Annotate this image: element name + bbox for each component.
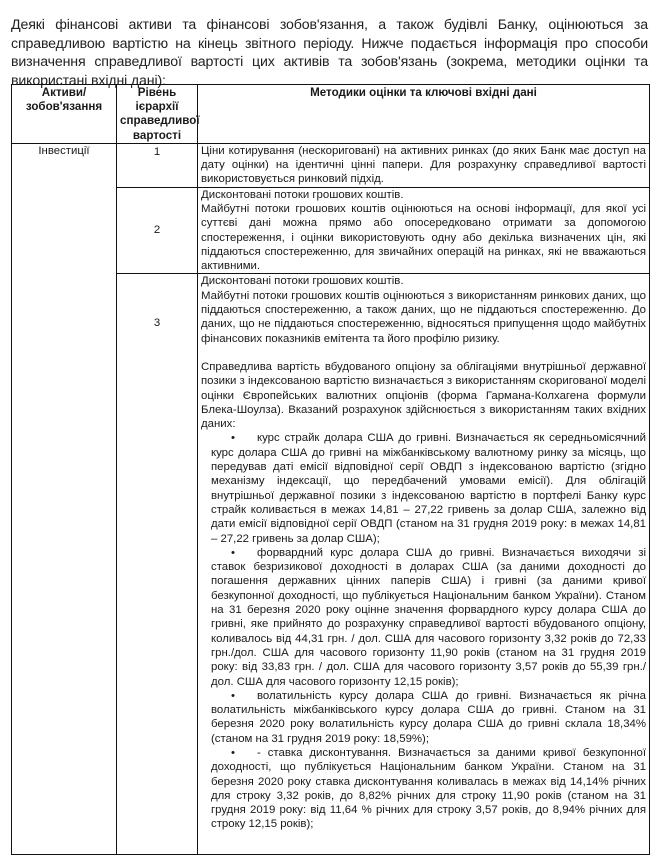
level-cell: 1 [117, 143, 198, 187]
table-row [12, 143, 650, 187]
method-paragraph: Дисконтовані потоки грошових коштів. [201, 188, 404, 201]
header-fair-value-level: Рівень ієрархії справедливої вартості [117, 85, 198, 144]
method-paragraph: Справедлива вартість вбудованого опціону за облігаціями внутрішньої державної позики з індексованою вартістю визначається з використанням скоригованої моделі оцінки Європейських валютних опціонів (форма Гармана-Колхагена формули Блека-Шоулза). Вказаний розрахунок здійснюється з використанням таких вхідних даних: [201, 360, 646, 431]
method-cell [198, 274, 650, 855]
fair-value-methods-table [11, 84, 650, 855]
level-cell: 2 [117, 187, 198, 274]
bullet-text: волатильність курсу долара США до гривні. Визначається як річна волатильність міжбанківського курсу долара США до гривні. Станом на 31 березня 2020 року волатильність курсу долара США до гривні склала 18,34% (станом на 31 грудня 2019 року: 18,59%); [211, 689, 646, 745]
bullet-text: курс страйк долара США до гривні. Визначається як середньомісячний курс долара США до гривні на міжбанківському валютному ринку за місяць, що передував даті емісії відповідної серії ОВДП з індексованою вартістю (згідно механізму індексації, що передбачений умовами емісії). Для облігацій внутрішньої державної позики з індексованою вартістю в портфелі Банку курс страйк коливається в межах 14,81 – 27,22 гривень за долар США, залежно від дати емісії відповідної серії ОВДП (станом на 31 грудня 2019 року: в межах 14,81 – 27,22 гривень за долар США); [211, 432, 646, 545]
bullet-icon: • [231, 689, 235, 702]
header-assets-liabilities: Активи/ зобов'язання [12, 85, 117, 144]
spacer [201, 346, 646, 360]
bullet-item-volatility [201, 689, 646, 746]
bullet-icon: • [231, 546, 235, 559]
table-header-row [12, 85, 650, 144]
bullet-icon: • [231, 432, 235, 445]
bullet-item-strike-rate [201, 431, 646, 545]
bullet-icon: • [231, 746, 235, 759]
method-paragraph: Майбутні потоки грошових коштів оцінюються на основі інформації, для якої усі суттєві дані можна прямо або опосередковано отримати за допомогою спостереження, і оцінки використовують одну або декілька визначених цін, які піддаються спостереженню, для звичайних операцій на ринках, які не вважаються активними. [201, 203, 646, 273]
level-cell: 3 [117, 274, 198, 855]
method-paragraph: Ціни котирування (нескориговані) на активних ринках (до яких Банк має доступ на дату оцінки) на ідентичні цінні папери. Для розрахунку справедливої вартості використовується ринковий підхід. [201, 144, 646, 186]
method-paragraph: Майбутні потоки грошових коштів оцінюються з використанням ринкових даних, що піддаються спостереженню, а також даних, що не піддаються спостереженню. До даних, що не піддаються спостереженню, відносяться припущення щодо майбутніх фінансових показників емітента та його профілю ризику. [201, 289, 646, 345]
method-paragraph: Дисконтовані потоки грошових коштів. [201, 275, 404, 288]
method-cell [198, 187, 650, 274]
bullet-item-forward-rate [201, 546, 646, 689]
bullet-text: форвардний курс долара США до гривні. Визначається виходячи зі ставок безризикової доходності в доларах США (за даними доходності до погашення державних цінних паперів США) і гривні (за даними кривої безкупонної доходності, що публікується Національним банком України). Станом на 31 березня 2020 року оцінне значення форвардного курсу долара США до гривні, яке прийнято до розрахунку справедливої вартості вбудованого опціону, коливалось від 44,31 грн. / дол. США для часового горизонту 3,32 років до 72,33 грн./дол. США для часового горизонту 11,90 років (станом на 31 грудня 2019 року: від 33,83 грн. / дол. США для часового горизонту 3,57 років до 55,39 грн./дол. США для часового горизонту 12,15 років); [211, 546, 646, 688]
asset-cell: Інвестиції [12, 143, 117, 855]
method-cell [198, 143, 650, 187]
header-valuation-methods: Методики оцінки та ключові вхідні дані [198, 85, 650, 144]
bullet-item-discount-rate [201, 746, 646, 832]
bullet-text: - ставка дисконтування. Визначається за даними кривої безкупонної доходності, що публікується Національним банком України. Станом на 31 березня 2020 року ставка дисконтування коливалась в межах від 14,14% річних для строку 3,32 років, до 8,82% річних для строку 11,90 років (станом на 31 грудня 2019 року: від 11,64 % річних для строку 3,57 років, до 8,94% річних для строку 12,15 років); [211, 746, 646, 831]
intro-paragraph: Деякі фінансові активи та фінансові зобов'язання, а також будівлі Банку, оцінюються за справедливою вартістю на кінець звітного періоду. Нижче подається інформація про способи визначення справедливої вартості цих активів та зобов'язань (зокрема, методики оцінки та використані вхідні дані): [11, 17, 648, 89]
